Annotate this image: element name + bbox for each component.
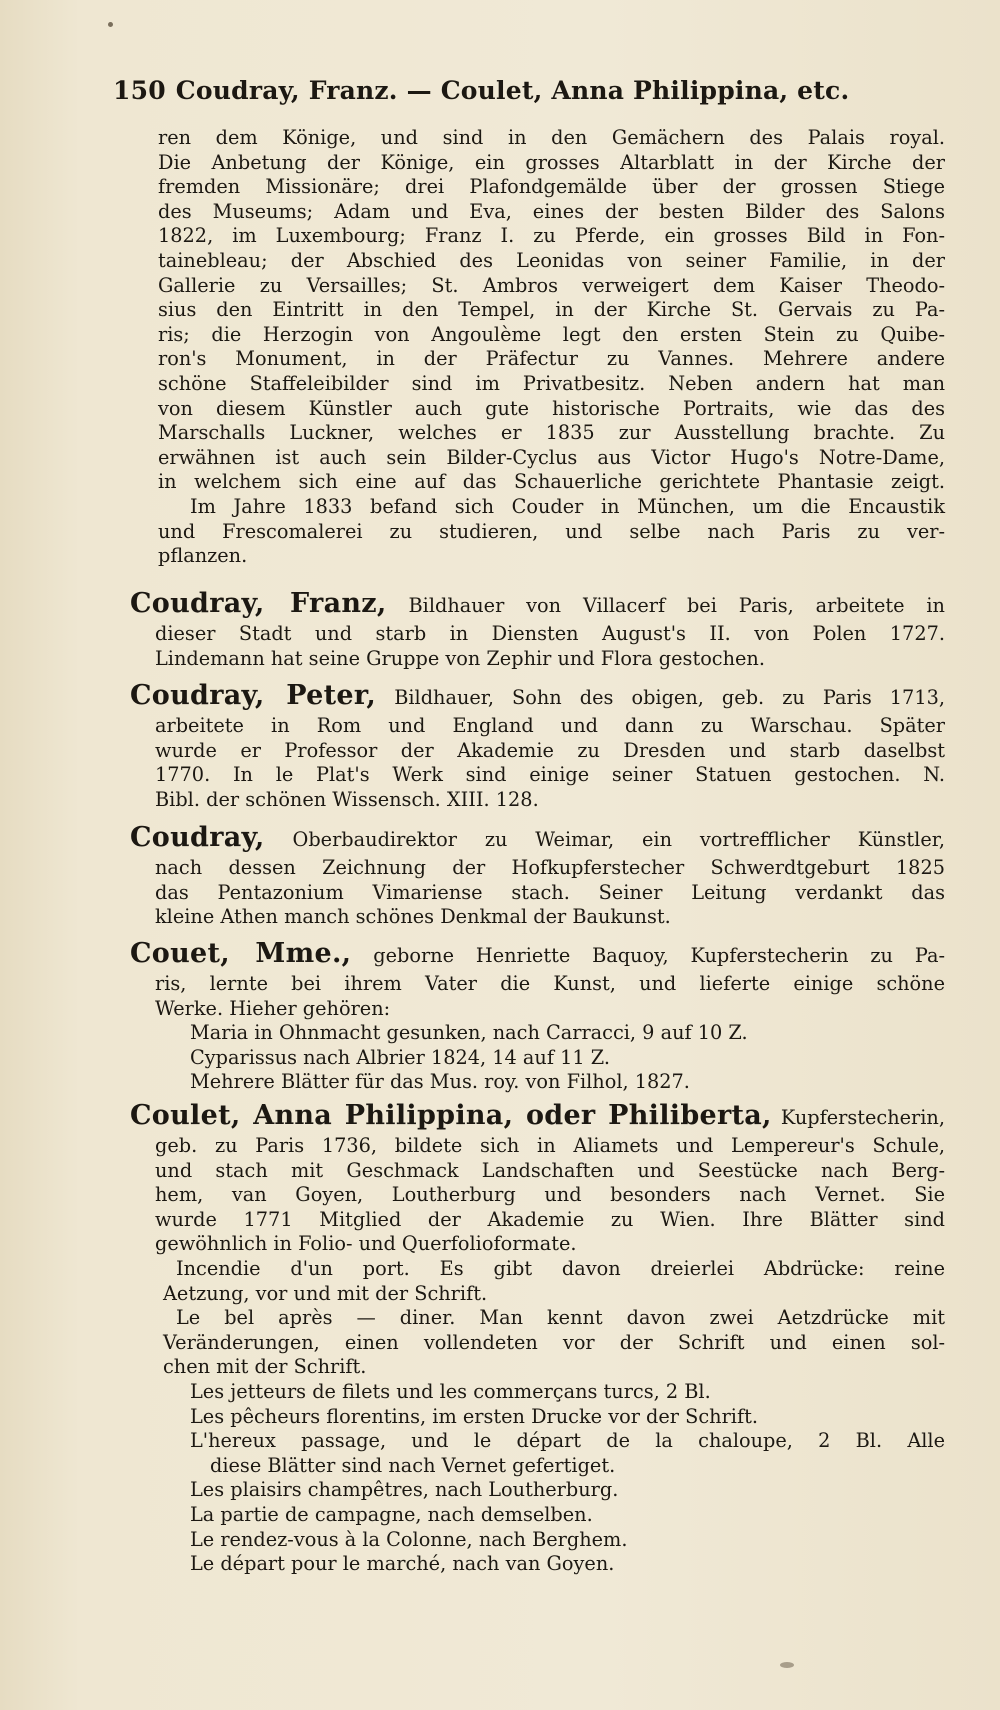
- text-line: ron's Monument, in der Präfectur zu Vannes. Mehrere andere: [158, 347, 945, 371]
- entry-headword: Coudray,: [130, 822, 265, 853]
- text-line: kleine Athen manch schönes Denkmal der Baukunst.: [155, 905, 671, 929]
- text-line: 1822, im Luxembourg; Franz I. zu Pferde, ein grosses Bild in Fon-: [158, 224, 945, 248]
- text-line: Marschalls Luckner, welches er 1835 zur Ausstellung brachte. Zu: [158, 421, 945, 445]
- work-item: Aetzung, vor und mit der Schrift.: [163, 1281, 488, 1305]
- page-number: 150: [113, 76, 166, 105]
- text-line: Werke. Hieher gehören:: [155, 996, 391, 1020]
- ink-speck: [108, 22, 113, 27]
- text-line: sius den Eintritt in den Tempel, in der Kirche St. Gervais zu Pa-: [158, 298, 945, 322]
- text-line: Bibl. der schönen Wissensch. XIII. 128.: [155, 787, 539, 811]
- work-item: La partie de campagne, nach demselben.: [190, 1502, 593, 1526]
- work-item: Le rendez-vous à la Colonne, nach Berghem.: [190, 1527, 628, 1551]
- text-line: geborne Henriette Baquoy, Kupferstecherin zu Pa-: [373, 944, 945, 967]
- work-item: Cyparissus nach Albrier 1824, 14 auf 11 Z.: [190, 1045, 610, 1069]
- text-line: Kupferstecherin,: [780, 1106, 945, 1129]
- entry-coudray: [130, 822, 945, 930]
- continuation-paragraph: [158, 126, 945, 569]
- entry-headword: Coudray, Franz,: [130, 588, 387, 619]
- text-line: gewöhnlich in Folio- und Querfolioformate.: [155, 1232, 577, 1256]
- text-line: fremden Missionäre; drei Plafondgemälde über der grossen Stiege: [158, 175, 945, 199]
- text-line: Die Anbetung der Könige, ein grosses Altarblatt in der Kirche der: [158, 150, 945, 174]
- text-line: dieser Stadt und starb in Diensten August's II. von Polen 1727.: [155, 622, 945, 645]
- text-line: das Pentazonium Vimariense stach. Seiner Leitung verdankt das: [155, 880, 945, 904]
- work-item: Incendie d'un port. Es gibt davon dreierlei Abdrücke: reine: [176, 1256, 945, 1280]
- work-item: Les pêcheurs florentins, im ersten Drucke vor der Schrift.: [190, 1404, 758, 1428]
- text-line: arbeitete in Rom und England und dann zu Warschau. Später: [155, 714, 945, 737]
- work-item: Les plaisirs champêtres, nach Loutherburg.: [190, 1478, 619, 1502]
- work-item: Le bel après — diner. Man kennt davon zwei Aetzdrücke mit: [176, 1306, 945, 1330]
- work-item: L'hereux passage, und le départ de la chaloupe, 2 Bl. Alle: [190, 1429, 945, 1453]
- text-line: des Museums; Adam und Eva, eines der besten Bilder des Salons: [158, 199, 945, 223]
- work-item: Les jetteurs de filets und les commerçans turcs, 2 Bl.: [190, 1379, 711, 1403]
- entry-headword: Coudray, Peter,: [130, 680, 377, 711]
- text-line: ris; die Herzogin von Angoulème legt den ersten Stein zu Quibe-: [158, 322, 945, 346]
- text-line: und stach mit Geschmack Landschaften und Seestücke nach Berg-: [155, 1158, 945, 1182]
- work-item: Veränderungen, einen vollendeten vor der Schrift und einen sol-: [163, 1330, 945, 1354]
- text-line: erwähnen ist auch sein Bilder-Cyclus aus Victor Hugo's Notre-Dame,: [158, 445, 945, 469]
- text-line: pflanzen.: [158, 544, 248, 568]
- work-item: diese Blätter sind nach Vernet gefertiget.: [210, 1453, 616, 1477]
- text-line: Gallerie zu Versailles; St. Ambros verweigert dem Kaiser Theodo-: [158, 273, 945, 297]
- entry-coudray-peter: [130, 680, 945, 812]
- entry-coulet: [130, 1100, 945, 1577]
- entry-couet: [130, 938, 945, 1095]
- text-line: ris, lernte bei ihrem Vater die Kunst, und lieferte einige schöne: [155, 972, 945, 995]
- text-line: schöne Staffeleibilder sind im Privatbesitz. Neben andern hat man: [158, 371, 945, 395]
- ink-smudge: [780, 1662, 794, 1668]
- text-line: Im Jahre 1833 befand sich Couder in München, um die Encaustik: [190, 494, 945, 518]
- text-line: in welchem sich eine auf das Schauerliche gerichtete Phantasie zeigt.: [158, 470, 945, 494]
- text-line: ren dem Könige, und sind in den Gemächern des Palais royal.: [158, 126, 945, 149]
- running-header: [113, 76, 913, 105]
- text-line: tainebleau; der Abschied des Leonidas von seiner Familie, in der: [158, 248, 945, 272]
- text-line: Oberbaudirektor zu Weimar, ein vortrefflicher Künstler,: [292, 828, 945, 851]
- text-line: von diesem Künstler auch gute historische Portraits, wie das des: [158, 396, 945, 420]
- text-line: nach dessen Zeichnung der Hofkupferstecher Schwerdtgeburt 1825: [155, 856, 945, 879]
- text-line: und Frescomalerei zu studieren, und selbe nach Paris zu ver-: [158, 519, 945, 543]
- text-line: hem, van Goyen, Loutherburg und besonders nach Vernet. Sie: [155, 1183, 945, 1207]
- work-item: Le départ pour le marché, nach van Goyen.: [190, 1552, 615, 1576]
- running-title: Coudray, Franz. — Coulet, Anna Philippina, etc.: [175, 76, 850, 105]
- text-line: 1770. In le Plat's Werk sind einige seiner Statuen gestochen. N.: [155, 763, 945, 787]
- text-line: Lindemann hat seine Gruppe von Zephir und Flora gestochen.: [155, 646, 765, 670]
- work-item: chen mit der Schrift.: [163, 1355, 367, 1379]
- entry-coudray-franz: [130, 588, 945, 671]
- text-line: Bildhauer, Sohn des obigen, geb. zu Paris 1713,: [394, 686, 945, 709]
- text-line: wurde er Professor der Akademie zu Dresden und starb daselbst: [155, 738, 945, 762]
- text-line: wurde 1771 Mitglied der Akademie zu Wien. Ihre Blätter sind: [155, 1207, 945, 1231]
- work-item: Maria in Ohnmacht gesunken, nach Carracci, 9 auf 10 Z.: [190, 1021, 748, 1045]
- entry-headword: Coulet, Anna Philippina, oder Philiberta,: [130, 1100, 772, 1131]
- text-line: Bildhauer von Villacerf bei Paris, arbeitete in: [408, 594, 945, 617]
- text-line: geb. zu Paris 1736, bildete sich in Aliamets und Lempereur's Schule,: [155, 1134, 945, 1157]
- work-item: Mehrere Blätter für das Mus. roy. von Filhol, 1827.: [190, 1070, 690, 1094]
- entry-headword: Couet, Mme.,: [130, 938, 352, 969]
